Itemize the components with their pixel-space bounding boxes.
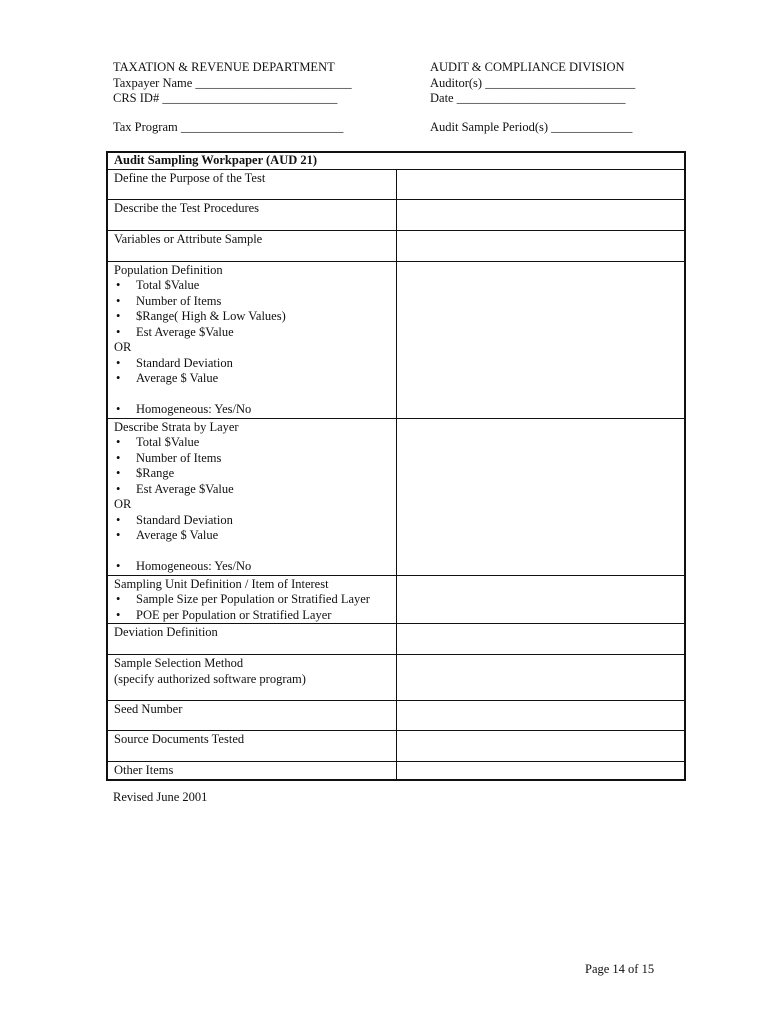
list-item: • $Range( High & Low Values) [114,309,390,325]
strata-alt-list [114,513,390,544]
revision-note: Revised June 2001 [113,790,208,804]
selection-method-cell [107,655,396,701]
purpose-label: Define the Purpose of the Test [107,169,396,199]
population-entry[interactable] [396,261,685,418]
list-item: • Standard Deviation [114,513,390,529]
strata-entry[interactable] [396,418,685,575]
or-label: OR [114,497,132,511]
other-items-label: Other Items [107,762,396,780]
variables-entry[interactable] [396,230,685,261]
list-item: • Number of Items [114,294,390,310]
variables-label: Variables or Attribute Sample [107,230,396,261]
date-field[interactable]: Date ___________________________ [430,91,626,105]
tax-program-field[interactable]: Tax Program __________________________ [113,119,344,134]
sampling-unit-list [114,592,390,623]
list-item: • Average $ Value [114,528,390,544]
list-item: • Total $Value [114,435,390,451]
deviation-label: Deviation Definition [107,624,396,655]
list-item: • Est Average $Value [114,325,390,341]
source-documents-entry[interactable] [396,731,685,762]
auditors-field[interactable]: Auditor(s) ________________________ [430,75,636,90]
source-documents-label: Source Documents Tested [107,731,396,762]
list-item: • Standard Deviation [114,356,390,372]
crs-id-field[interactable]: CRS ID# ____________________________ [113,91,338,105]
sampling-unit-entry[interactable] [396,575,685,624]
seed-number-label: Seed Number [107,701,396,731]
purpose-entry[interactable] [396,169,685,199]
population-definition-cell [107,261,396,418]
list-item: • POE per Population or Stratified Layer [114,608,390,624]
list-item: • Total $Value [114,278,390,294]
form-header [113,60,653,135]
worksheet-title: Audit Sampling Workpaper (AUD 21) [107,152,685,169]
sampling-unit-heading: Sampling Unit Definition / Item of Interest [114,576,329,591]
list-item: • $Range [114,466,390,482]
other-items-entry[interactable] [396,762,685,780]
list-item: • Sample Size per Population or Stratified Layer [114,592,390,608]
division-name: AUDIT & COMPLIANCE DIVISION [430,60,625,74]
strata-homogeneous [114,559,390,575]
page-number: Page 14 of 15 [585,962,655,976]
deviation-entry[interactable] [396,624,685,655]
population-list [114,278,390,340]
procedures-entry[interactable] [396,199,685,230]
list-item: • Average $ Value [114,371,390,387]
population-alt-list [114,356,390,387]
or-label: OR [114,340,132,354]
list-item: • Est Average $Value [114,482,390,498]
selection-method-entry[interactable] [396,655,685,701]
strata-cell [107,418,396,575]
taxpayer-name-field[interactable]: Taxpayer Name _________________________ [113,75,352,90]
seed-number-entry[interactable] [396,701,685,731]
list-item: • Homogeneous: Yes/No [114,402,390,418]
selection-method-label: Sample Selection Method [114,656,244,670]
strata-list [114,435,390,497]
strata-heading: Describe Strata by Layer [114,419,239,434]
procedures-label: Describe the Test Procedures [107,199,396,230]
selection-method-note: (specify authorized software program) [114,671,306,686]
department-name: TAXATION & REVENUE DEPARTMENT [113,60,335,74]
list-item: • Number of Items [114,451,390,467]
population-heading: Population Definition [114,262,223,277]
population-homogeneous [114,402,390,418]
sampling-unit-cell [107,575,396,624]
list-item: • Homogeneous: Yes/No [114,559,390,575]
sampling-worksheet-table [106,151,686,781]
sample-period-field[interactable]: Audit Sample Period(s) _____________ [430,119,633,134]
